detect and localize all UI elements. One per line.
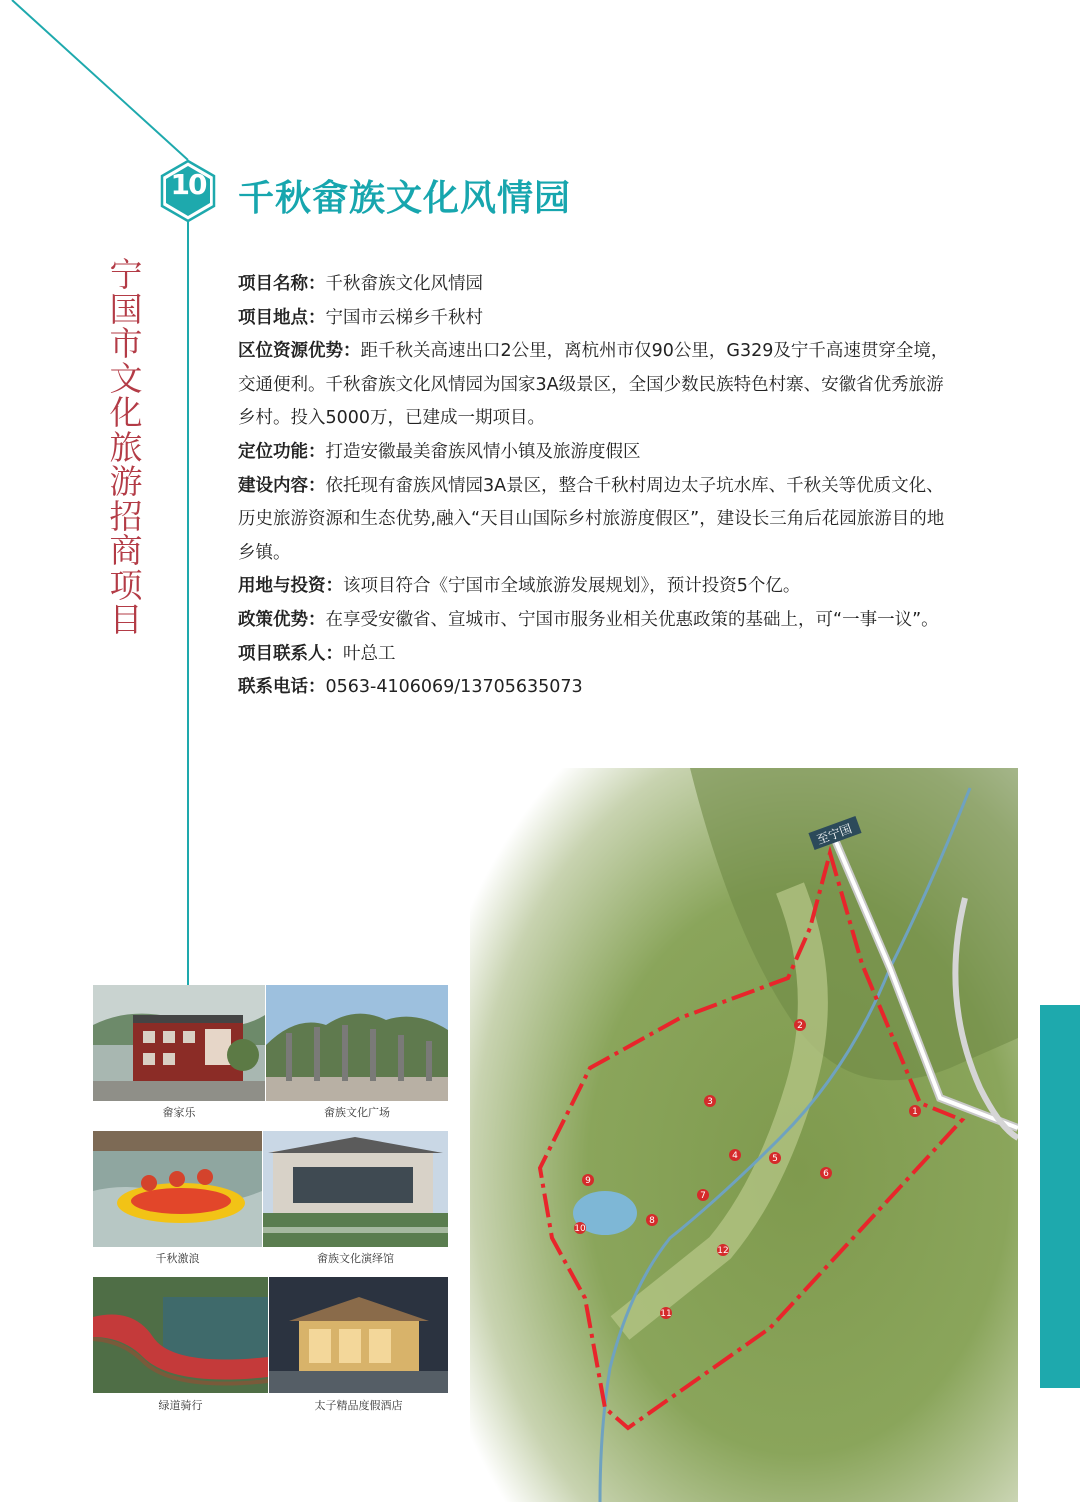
photo-caption: 畲族文化广场	[324, 1106, 390, 1119]
photo-culture-square	[266, 985, 448, 1101]
svg-text:10: 10	[574, 1224, 586, 1234]
info-contact: 项目联系人：叶总工	[238, 643, 396, 664]
svg-text:7: 7	[700, 1191, 706, 1201]
svg-text:4: 4	[732, 1151, 738, 1161]
info-project-name: 项目名称：千秋畲族文化风情园	[238, 274, 483, 294]
svg-text:9: 9	[585, 1176, 591, 1186]
svg-text:11: 11	[660, 1309, 672, 1319]
photo-caption: 太子精品度假酒店	[314, 1399, 403, 1412]
photo-performance-hall	[263, 1131, 448, 1247]
svg-text:8: 8	[649, 1216, 655, 1226]
info-investment: 用地与投资：该项目符合《宁国市全域旅游发展规划》，预计投资5个亿。	[238, 576, 801, 597]
photo-hotel	[269, 1277, 448, 1393]
svg-text:3: 3	[707, 1097, 713, 1107]
page-title: 千秋畲族文化风情园	[238, 178, 572, 219]
project-info	[238, 268, 958, 705]
photo-shejiale	[93, 985, 265, 1101]
info-policy: 政策优势：在享受安徽省、宣城市、宁国市服务业相关优惠政策的基础上，可“一事一议”。	[238, 609, 939, 630]
photo-caption: 绿道骑行	[158, 1399, 203, 1412]
svg-text:2: 2	[797, 1021, 803, 1031]
side-title: 宁 国 市 文 化 旅 游 招 商 项 目	[109, 255, 143, 639]
svg-text:1: 1	[912, 1107, 918, 1117]
svg-text:6: 6	[823, 1169, 829, 1179]
project-number: 10	[170, 168, 206, 201]
photo-greenway-cycling	[93, 1277, 268, 1393]
photo-rafting	[93, 1131, 262, 1247]
info-phone: 联系电话：0563-4106069/13705635073	[238, 677, 583, 698]
photo-caption: 千秋激浪	[155, 1252, 200, 1265]
svg-text:12: 12	[717, 1246, 729, 1256]
svg-text:5: 5	[772, 1154, 778, 1164]
side-accent-bar	[1040, 1005, 1080, 1388]
map-road-label: 至宁国	[815, 821, 854, 848]
info-location: 项目地点：宁国市云梯乡千秋村	[238, 307, 483, 328]
info-advantages: 区位资源优势：距千秋关高速出口2公里，离杭州市仅90公里，G329及宁千高速贯穿全境，交通便利。千秋畲族文化风情园为国家3A级景区，全国少数民族特色村寨、安徽省优秀旅游乡村。投入5000万，已建成一期项目。	[238, 341, 949, 429]
info-construction: 建设内容：依托现有畲族风情园3A景区，整合千秋村周边太子坑水库、千秋关等优质文化、历史旅游资源和生态优势,融入“天目山国际乡村旅游度假区”，建设长三角后花园旅游目的地乡镇。	[238, 475, 945, 563]
site-plan-map	[470, 768, 1018, 1502]
photo-caption: 畲族文化演绎馆	[317, 1252, 394, 1265]
info-positioning: 定位功能：打造安徽最美畲族风情小镇及旅游度假区	[238, 441, 641, 462]
photo-caption: 畲家乐	[162, 1106, 196, 1119]
